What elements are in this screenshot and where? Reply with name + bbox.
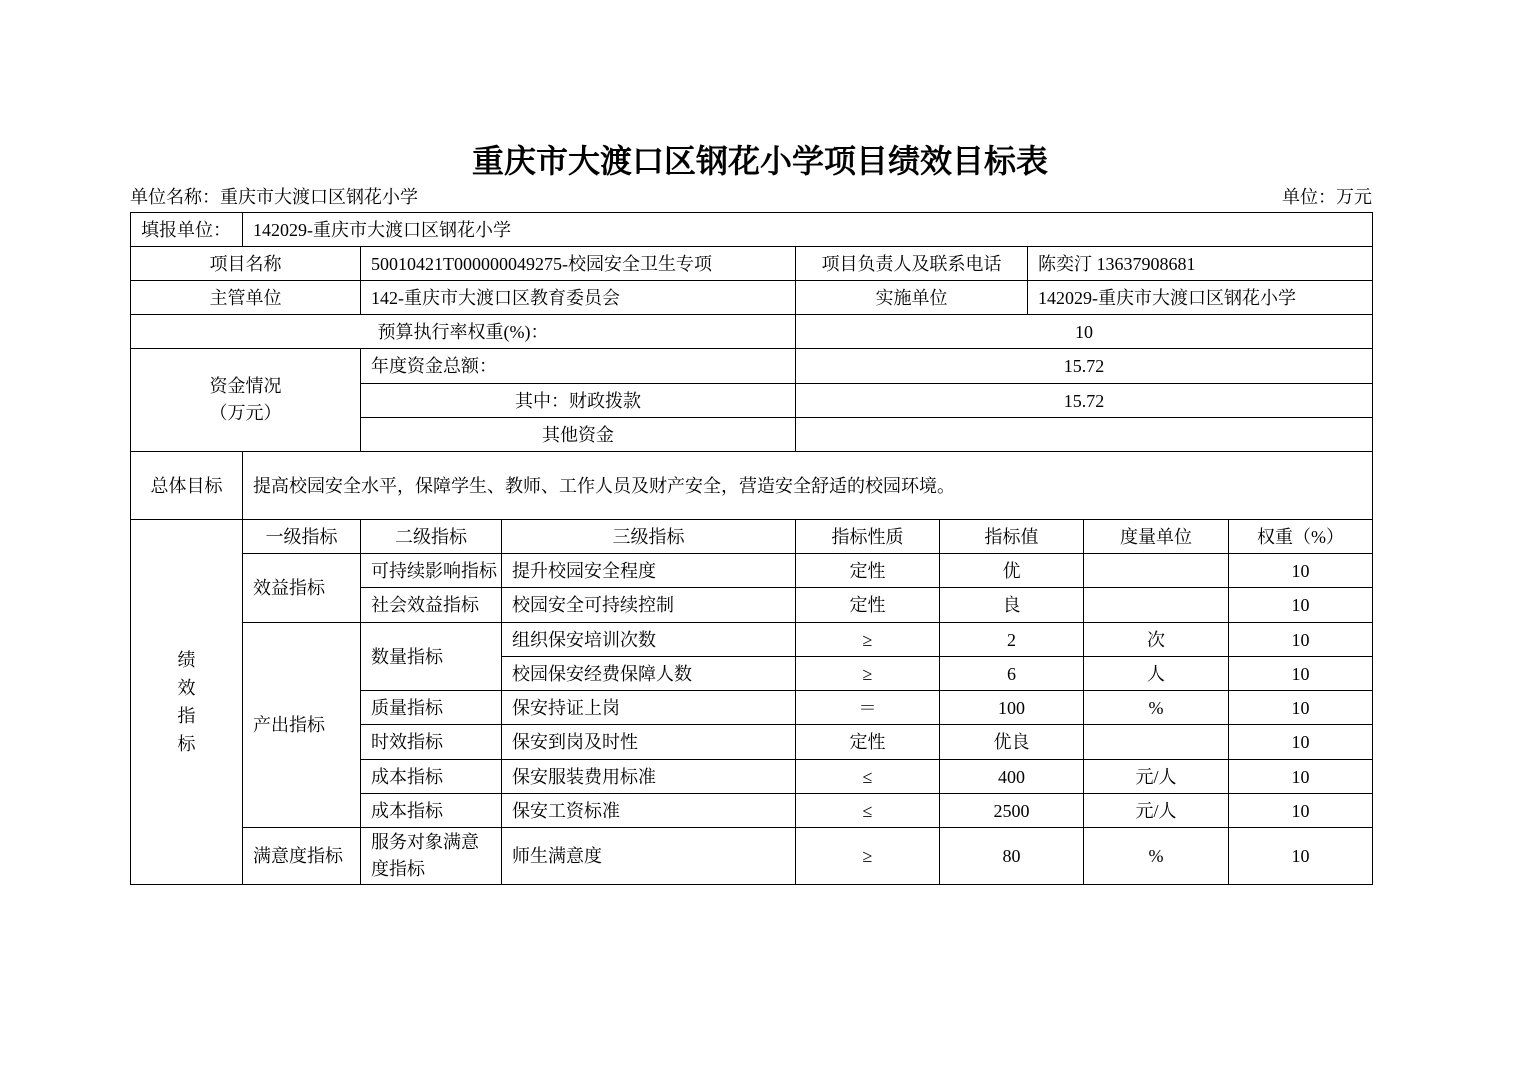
reporting-unit-label: 填报单位： [131, 213, 243, 247]
unit-cell: 次 [1084, 623, 1229, 657]
value-cell: 400 [940, 760, 1084, 794]
nature-cell: 定性 [796, 554, 940, 588]
funds-other-value [796, 418, 1373, 452]
header-value: 指标值 [940, 520, 1084, 554]
document-subheader [130, 185, 1372, 209]
level2-cell [361, 828, 502, 885]
table-row [131, 247, 1373, 281]
value-cell: 6 [940, 657, 1084, 691]
table-row [131, 349, 1373, 384]
nature-cell: ＝ [796, 691, 940, 725]
table-row [131, 213, 1373, 247]
project-name-label: 项目名称 [131, 247, 361, 281]
header-weight: 权重（%） [1229, 520, 1373, 554]
nature-cell: 定性 [796, 588, 940, 623]
header-level1: 一级指标 [243, 520, 361, 554]
weight-cell: 10 [1229, 828, 1373, 885]
value-cell: 优 [940, 554, 1084, 588]
header-level3: 三级指标 [502, 520, 796, 554]
unit-cell [1084, 725, 1229, 760]
value-cell: 良 [940, 588, 1084, 623]
contact-value: 陈奕汀 13637908681 [1028, 247, 1373, 281]
header-level2: 二级指标 [361, 520, 502, 554]
unit-cell: 元/人 [1084, 760, 1229, 794]
indicator-row [131, 554, 1373, 588]
budget-weight-value: 10 [796, 315, 1373, 349]
supervisor-value: 142-重庆市大渡口区教育委员会 [361, 281, 796, 315]
table-row [131, 315, 1373, 349]
performance-target-table [130, 212, 1373, 885]
level3-cell: 提升校园安全程度 [502, 554, 796, 588]
weight-cell: 10 [1229, 588, 1373, 623]
value-cell: 2500 [940, 794, 1084, 828]
overall-goal-text: 提高校园安全水平，保障学生、教师、工作人员及财产安全，营造安全舒适的校园环境。 [243, 452, 1373, 520]
level3-cell: 组织保安培训次数 [502, 623, 796, 657]
header-nature: 指标性质 [796, 520, 940, 554]
funds-label-line2: （万元） [209, 403, 282, 423]
level3-cell: 保安工资标准 [502, 794, 796, 828]
level1-cell: 效益指标 [243, 554, 361, 623]
funds-total-label: 年度资金总额： [361, 349, 796, 384]
unit-cell [1084, 588, 1229, 623]
funds-other-label: 其他资金 [361, 418, 796, 452]
contact-label: 项目负责人及联系电话 [796, 247, 1028, 281]
level2-cell: 成本指标 [361, 794, 502, 828]
table-row [131, 281, 1373, 315]
nature-cell: ≤ [796, 794, 940, 828]
level2-cell: 质量指标 [361, 691, 502, 725]
level2-cell: 社会效益指标 [361, 588, 502, 623]
weight-cell: 10 [1229, 657, 1373, 691]
level3-cell: 保安到岗及时性 [502, 725, 796, 760]
unit-cell [1084, 554, 1229, 588]
unit-cell: % [1084, 828, 1229, 885]
indicator-header-row [131, 520, 1373, 554]
unit-cell: 人 [1084, 657, 1229, 691]
level1-cell: 满意度指标 [243, 828, 361, 885]
value-cell: 100 [940, 691, 1084, 725]
implementer-value: 142029-重庆市大渡口区钢花小学 [1028, 281, 1373, 315]
value-cell: 2 [940, 623, 1084, 657]
level2-cell: 时效指标 [361, 725, 502, 760]
funds-total-value: 15.72 [796, 349, 1373, 384]
indicator-row [131, 623, 1373, 657]
value-cell: 80 [940, 828, 1084, 885]
supervisor-label: 主管单位 [131, 281, 361, 315]
unit-name: 单位名称：重庆市大渡口区钢花小学 [130, 187, 418, 207]
weight-cell: 10 [1229, 623, 1373, 657]
nature-cell: ≤ [796, 760, 940, 794]
page-title: 重庆市大渡口区钢花小学项目绩效目标表 [471, 142, 1048, 180]
level3-cell: 保安持证上岗 [502, 691, 796, 725]
weight-cell: 10 [1229, 794, 1373, 828]
level2-cell: 数量指标 [361, 623, 502, 691]
project-name-value: 50010421T000000049275-校园安全卫生专项 [361, 247, 796, 281]
indicators-label-cell [131, 520, 243, 885]
funds-label-line1: 资金情况 [209, 376, 282, 396]
funds-fiscal-value: 15.72 [796, 384, 1373, 418]
implementer-label: 实施单位 [796, 281, 1028, 315]
nature-cell: ≥ [796, 828, 940, 885]
unit-cell: % [1084, 691, 1229, 725]
level3-cell: 保安服装费用标准 [502, 760, 796, 794]
reporting-unit-value: 142029-重庆市大渡口区钢花小学 [243, 213, 1373, 247]
level2-cell: 成本指标 [361, 760, 502, 794]
weight-cell: 10 [1229, 760, 1373, 794]
funds-fiscal-label: 其中：财政拨款 [361, 384, 796, 418]
level3-cell: 校园安全可持续控制 [502, 588, 796, 623]
overall-goal-label: 总体目标 [131, 452, 243, 520]
table-row [131, 452, 1373, 520]
value-cell: 优良 [940, 725, 1084, 760]
unit-of-measure: 单位：万元 [1282, 187, 1372, 207]
weight-cell: 10 [1229, 691, 1373, 725]
funds-label-cell [131, 349, 361, 452]
nature-cell: 定性 [796, 725, 940, 760]
weight-cell: 10 [1229, 554, 1373, 588]
header-unit: 度量单位 [1084, 520, 1229, 554]
indicators-label: 绩效指标 [177, 650, 196, 754]
budget-weight-label: 预算执行率权重(%)： [131, 315, 796, 349]
unit-cell: 元/人 [1084, 794, 1229, 828]
nature-cell: ≥ [796, 657, 940, 691]
level1-cell: 产出指标 [243, 623, 361, 828]
level2-label: 服务对象满意度指标 [371, 832, 479, 879]
level3-cell: 校园保安经费保障人数 [502, 657, 796, 691]
nature-cell: ≥ [796, 623, 940, 657]
weight-cell: 10 [1229, 725, 1373, 760]
level2-cell: 可持续影响指标 [361, 554, 502, 588]
level3-cell: 师生满意度 [502, 828, 796, 885]
indicator-row [131, 828, 1373, 885]
